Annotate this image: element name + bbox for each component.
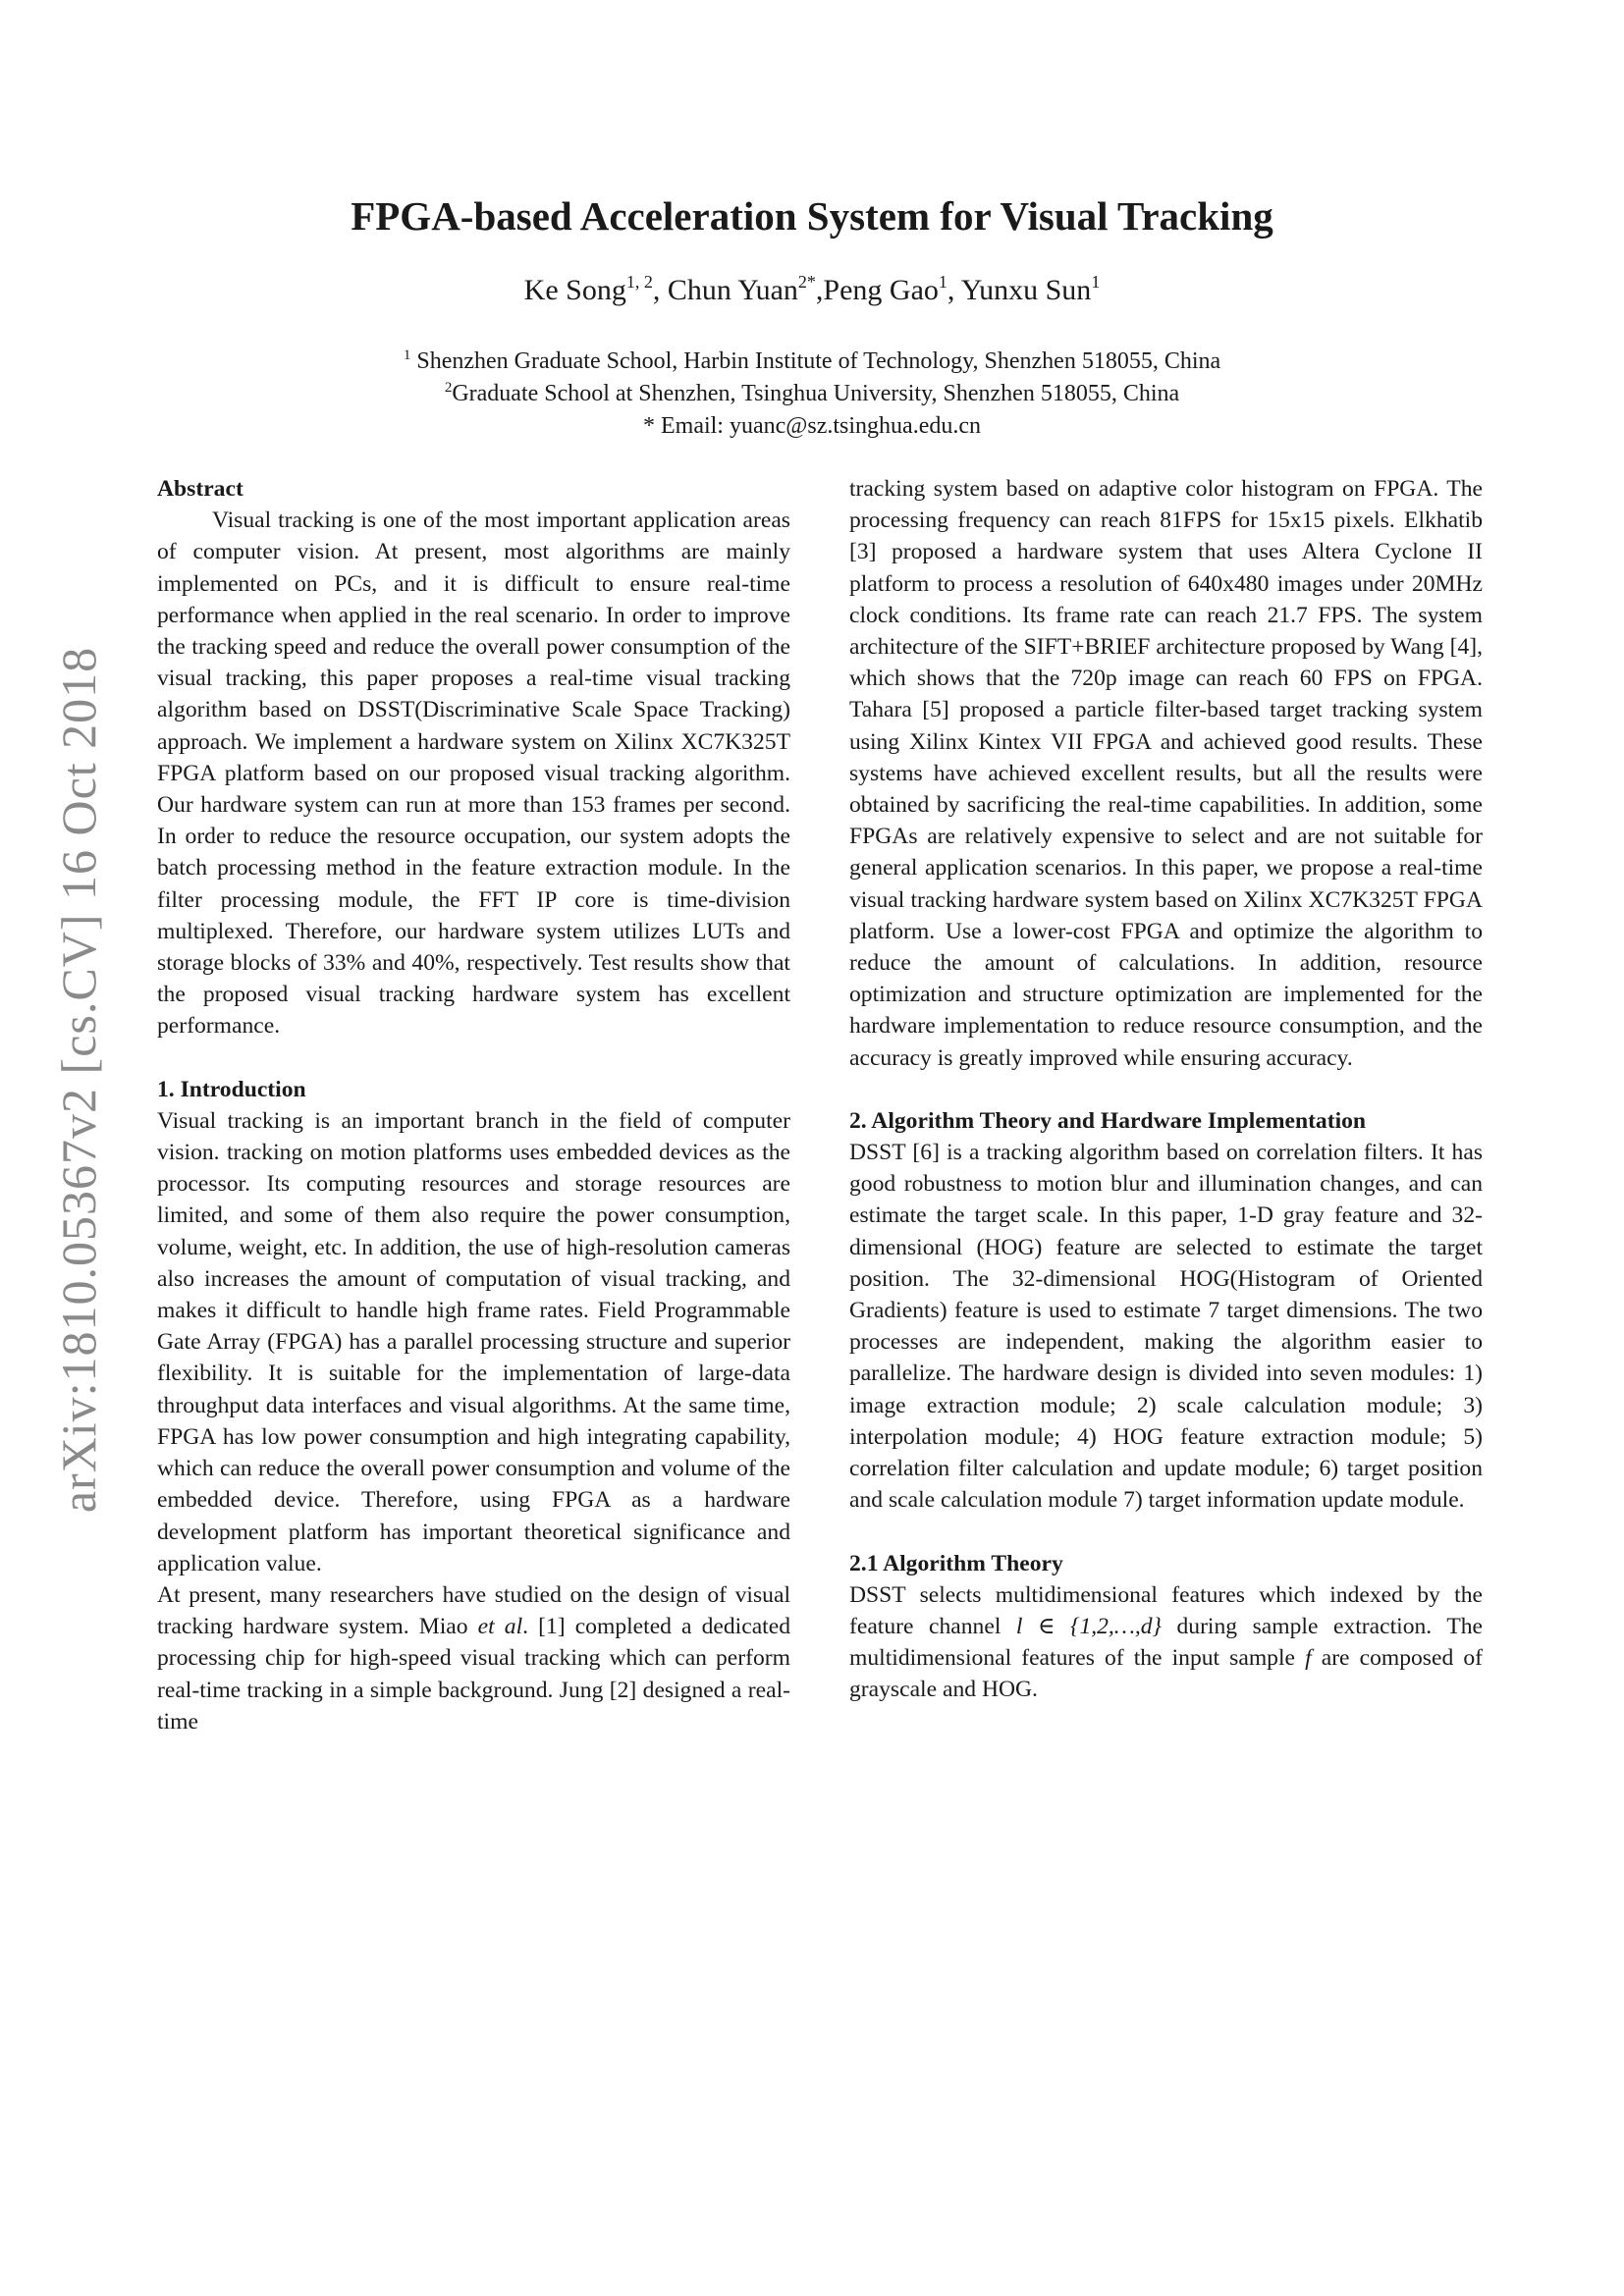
affiliation-mark: 2: [444, 380, 453, 396]
author-affiliation-mark: 1: [1091, 272, 1101, 292]
affiliation-text: Shenzhen Graduate School, Harbin Institute of Technology, Shenzhen 518055, China: [416, 348, 1221, 374]
paragraph-text: are composed of grayscale and HOG.: [849, 1645, 1483, 1703]
affiliation-line: [0, 378, 1624, 410]
author-name: , Chun Yuan: [652, 274, 798, 306]
arxiv-id: arXiv:1810.05367v2 [cs.CV] 16 Oct 2018: [51, 646, 106, 1514]
section-2-paragraph: DSST [6] is a tracking algorithm based on correlation filters. It has good robustness to motion blur and illumination changes, and can estimate the target scale. In this paper, 1-D gray feature and 32-dimensional (HOG) feature are selected to estimate the target position. The 32-dimensional HOG(Histogram of Oriented Gradients) feature is used to estimate 7 target dimensions. The two processes are independent, making the algorithm easier to parallelize. The hardware design is divided into seven modules: 1) image extraction module; 2) scale calculation module; 3) interpolation module; 4) HOG feature extraction module; 5) correlation filter calculation and update module; 6) target position and scale calculation module 7) target information update module.: [849, 1140, 1483, 1514]
affiliation-line: [0, 346, 1624, 378]
affiliation-text: Graduate School at Shenzhen, Tsinghua University, Shenzhen 518055, China: [452, 381, 1180, 406]
author-name: ,Peng Gao: [815, 274, 939, 306]
corresponding-email: * Email: yuanc@sz.tsinghua.edu.cn: [642, 413, 981, 439]
author-affiliation-mark: 1: [938, 272, 947, 292]
arxiv-stamp: [27, 599, 130, 1561]
math-sample: f: [1305, 1645, 1312, 1672]
math-feature-channel: l ∈ {1,2,…,d}: [1015, 1613, 1162, 1639]
introduction-paragraph: [157, 1579, 790, 1737]
paper-title: FPGA-based Acceleration System for Visual Tracking: [351, 193, 1273, 239]
paragraph-text: during sample extraction. The multidimensional features of the input sample: [849, 1613, 1483, 1672]
introduction-heading: 1. Introduction: [157, 1076, 306, 1102]
right-column: [849, 473, 1483, 1706]
paragraph-text: DSST selects multidimensional features which indexed by the feature channel: [849, 1581, 1483, 1639]
section-2-1-heading: 2.1 Algorithm Theory: [849, 1550, 1063, 1576]
author-list: [0, 274, 1624, 307]
introduction-paragraph: Visual tracking is an important branch in the field of computer vision. tracking on motion platforms uses embedded devices as the processor. Its computing resources and storage resources are limited, and some of them also require the power consumption, volume, weight, etc. In addition, the use of high-resolution cameras also increases the amount of computation of visual tracking, and makes it difficult to handle high frame rates. Field Programmable Gate Array (FPGA) has a parallel processing structure and superior flexibility. It is suitable for the implementation of large-data throughput data interfaces and visual algorithms. At the same time, FPGA has low power consumption and high integrating capability, which can reduce the overall power consumption and volume of the embedded device. Therefore, using FPGA as a hardware development platform has important theoretical significance and application value.: [157, 1107, 790, 1576]
paragraph-text: At present, many researchers have studied on the design of visual tracking hardware system. Miao: [157, 1581, 790, 1640]
author-affiliation-mark: 1, 2: [625, 272, 653, 292]
left-column: [157, 473, 790, 1737]
author-name: Ke Song: [523, 274, 626, 306]
section-2-1-paragraph: [849, 1579, 1483, 1706]
author-name: , Yunxu Sun: [947, 274, 1092, 306]
section-2-heading: 2. Algorithm Theory and Hardware Implementation: [849, 1107, 1367, 1134]
et-al: et al: [477, 1614, 523, 1640]
introduction-paragraph-continued: tracking system based on adaptive color histogram on FPGA. The processing frequency can reach 81FPS for 15x15 pixels. Elkhatib [3] proposed a hardware system that uses Altera Cyclone II platform to process a resolution of 640x480 images under 20MHz clock conditions. Its frame rate can reach 21.7 FPS. The system architecture of the SIFT+BRIEF architecture proposed by Wang [4], which shows that the 720p image can reach 60 FPS on FPGA. Tahara [5] proposed a particle filter-based target tracking system using Xilinx Kintex VII FPGA and achieved good results. These systems have achieved excellent results, but all the results were obtained by sacrificing the real-time capabilities. In addition, some FPGAs are relatively expensive to select and are not suitable for general application scenarios. In this paper, we propose a real-time visual tracking hardware system based on Xilinx XC7K325T FPGA platform. Use a lower-cost FPGA and optimize the algorithm to reduce the amount of calculations. In addition, resource optimization and structure optimization are implemented for the hardware implementation to reduce resource consumption, and the accuracy is greatly improved while ensuring accuracy.: [849, 476, 1483, 1071]
paragraph-text: . [1] completed a dedicated processing chip for high-speed visual tracking which can perform real-time tracking in a simple background. Jung [2] designed a real-time: [157, 1614, 791, 1735]
abstract-text: Visual tracking is one of the most important application areas of computer vision. At present, most algorithms are mainly implemented on PCs, and it is difficult to ensure real-time performance when applied in the real scenario. In order to improve the tracking speed and reduce the overall power consumption of the visual tracking, this paper proposes a real-time visual tracking algorithm based on DSST(Discriminative Scale Space Tracking) approach. We implement a hardware system on Xilinx XC7K325T FPGA platform based on our proposed visual tracking algorithm. Our hardware system can run at more than 153 frames per second. In order to reduce the resource occupation, our system adopts the batch processing method in the feature extraction module. In the filter processing module, the FFT IP core is time-division multiplexed. Therefore, our hardware system utilizes LUTs and storage blocks of 33% and 40%, respectively. Test results show that the proposed visual tracking hardware system has excellent performance.: [157, 507, 790, 1040]
abstract-heading: Abstract: [157, 476, 244, 502]
affiliation-mark: 1: [403, 347, 411, 363]
affiliations: [0, 346, 1624, 443]
author-affiliation-mark: 2*: [797, 272, 816, 292]
